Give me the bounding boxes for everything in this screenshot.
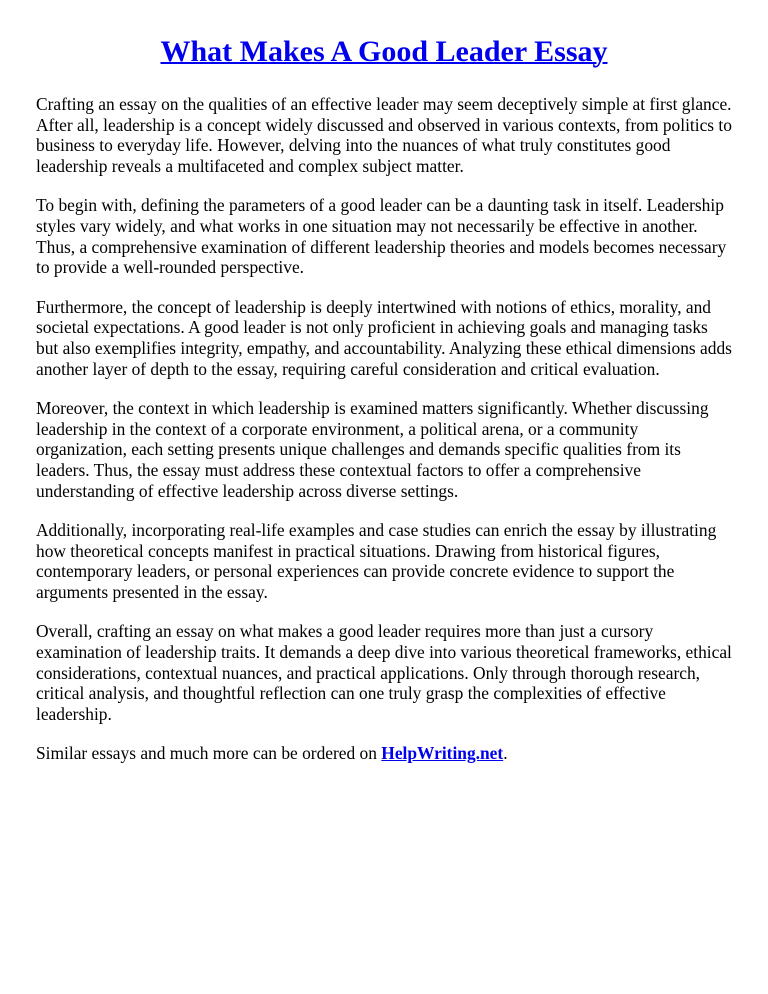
helpwriting-link[interactable]: HelpWriting.net — [381, 743, 504, 764]
essay-paragraph-3: Furthermore, the concept of leadership is deeply intertwined with notions of ethics, morality, and societal expectations. A good leader is not only proficient in achieving goals and managing tasks but also exemplifies integrity, empathy, and accountability. Analyzing these ethical dimensions adds another layer of depth to the essay, requiring careful consideration and critical evaluation. — [36, 296, 732, 379]
footer-prefix: Similar essays and much more can be ordered on — [36, 743, 382, 764]
page-title — [36, 32, 732, 72]
essay-paragraph-1: Crafting an essay on the qualities of an effective leader may seem deceptively simple at first glance. After all, leadership is a concept widely discussed and observed in various contexts, from politics to business to everyday life. However, delving into the nuances of what truly constitutes good leadership reveals a multifaceted and complex subject matter. — [36, 94, 732, 176]
title-link[interactable]: What Makes A Good Leader Essay — [160, 35, 608, 68]
essay-paragraph-2: To begin with, defining the parameters of a good leader can be a daunting task in itself. Leadership styles vary widely, and what works in one situation may not necessarily be effective in another. Thus, a comprehensive examination of different leadership theories and models becomes necessary to provide a well-rounded perspective. — [36, 195, 727, 278]
footer-promo — [36, 743, 732, 764]
footer-suffix: . — [503, 743, 508, 764]
essay-paragraph-5: Additionally, incorporating real-life examples and case studies can enrich the essay by illustrating how theoretical concepts manifest in practical situations. Drawing from historical figures, contemporary leaders, or personal experiences can provide concrete evidence to support the arguments presented in the essay. — [36, 520, 717, 602]
essay-paragraph-6: Overall, crafting an essay on what makes a good leader requires more than just a cursory examination of leadership traits. It demands a deep dive into various theoretical frameworks, ethical considerations, contextual nuances, and practical applications. Only through thorough research, critical analysis, and thoughtful reflection can one truly grasp the complexities of effective leadership. — [36, 621, 732, 724]
essay-paragraph-4: Moreover, the context in which leadership is examined matters significantly. Whether discussing leadership in the context of a corporate environment, a political arena, or a community organization, each setting presents unique challenges and demands specific qualities from its leaders. Thus, the essay must address these contextual factors to offer a comprehensive understanding of effective leadership across diverse settings. — [36, 398, 709, 501]
